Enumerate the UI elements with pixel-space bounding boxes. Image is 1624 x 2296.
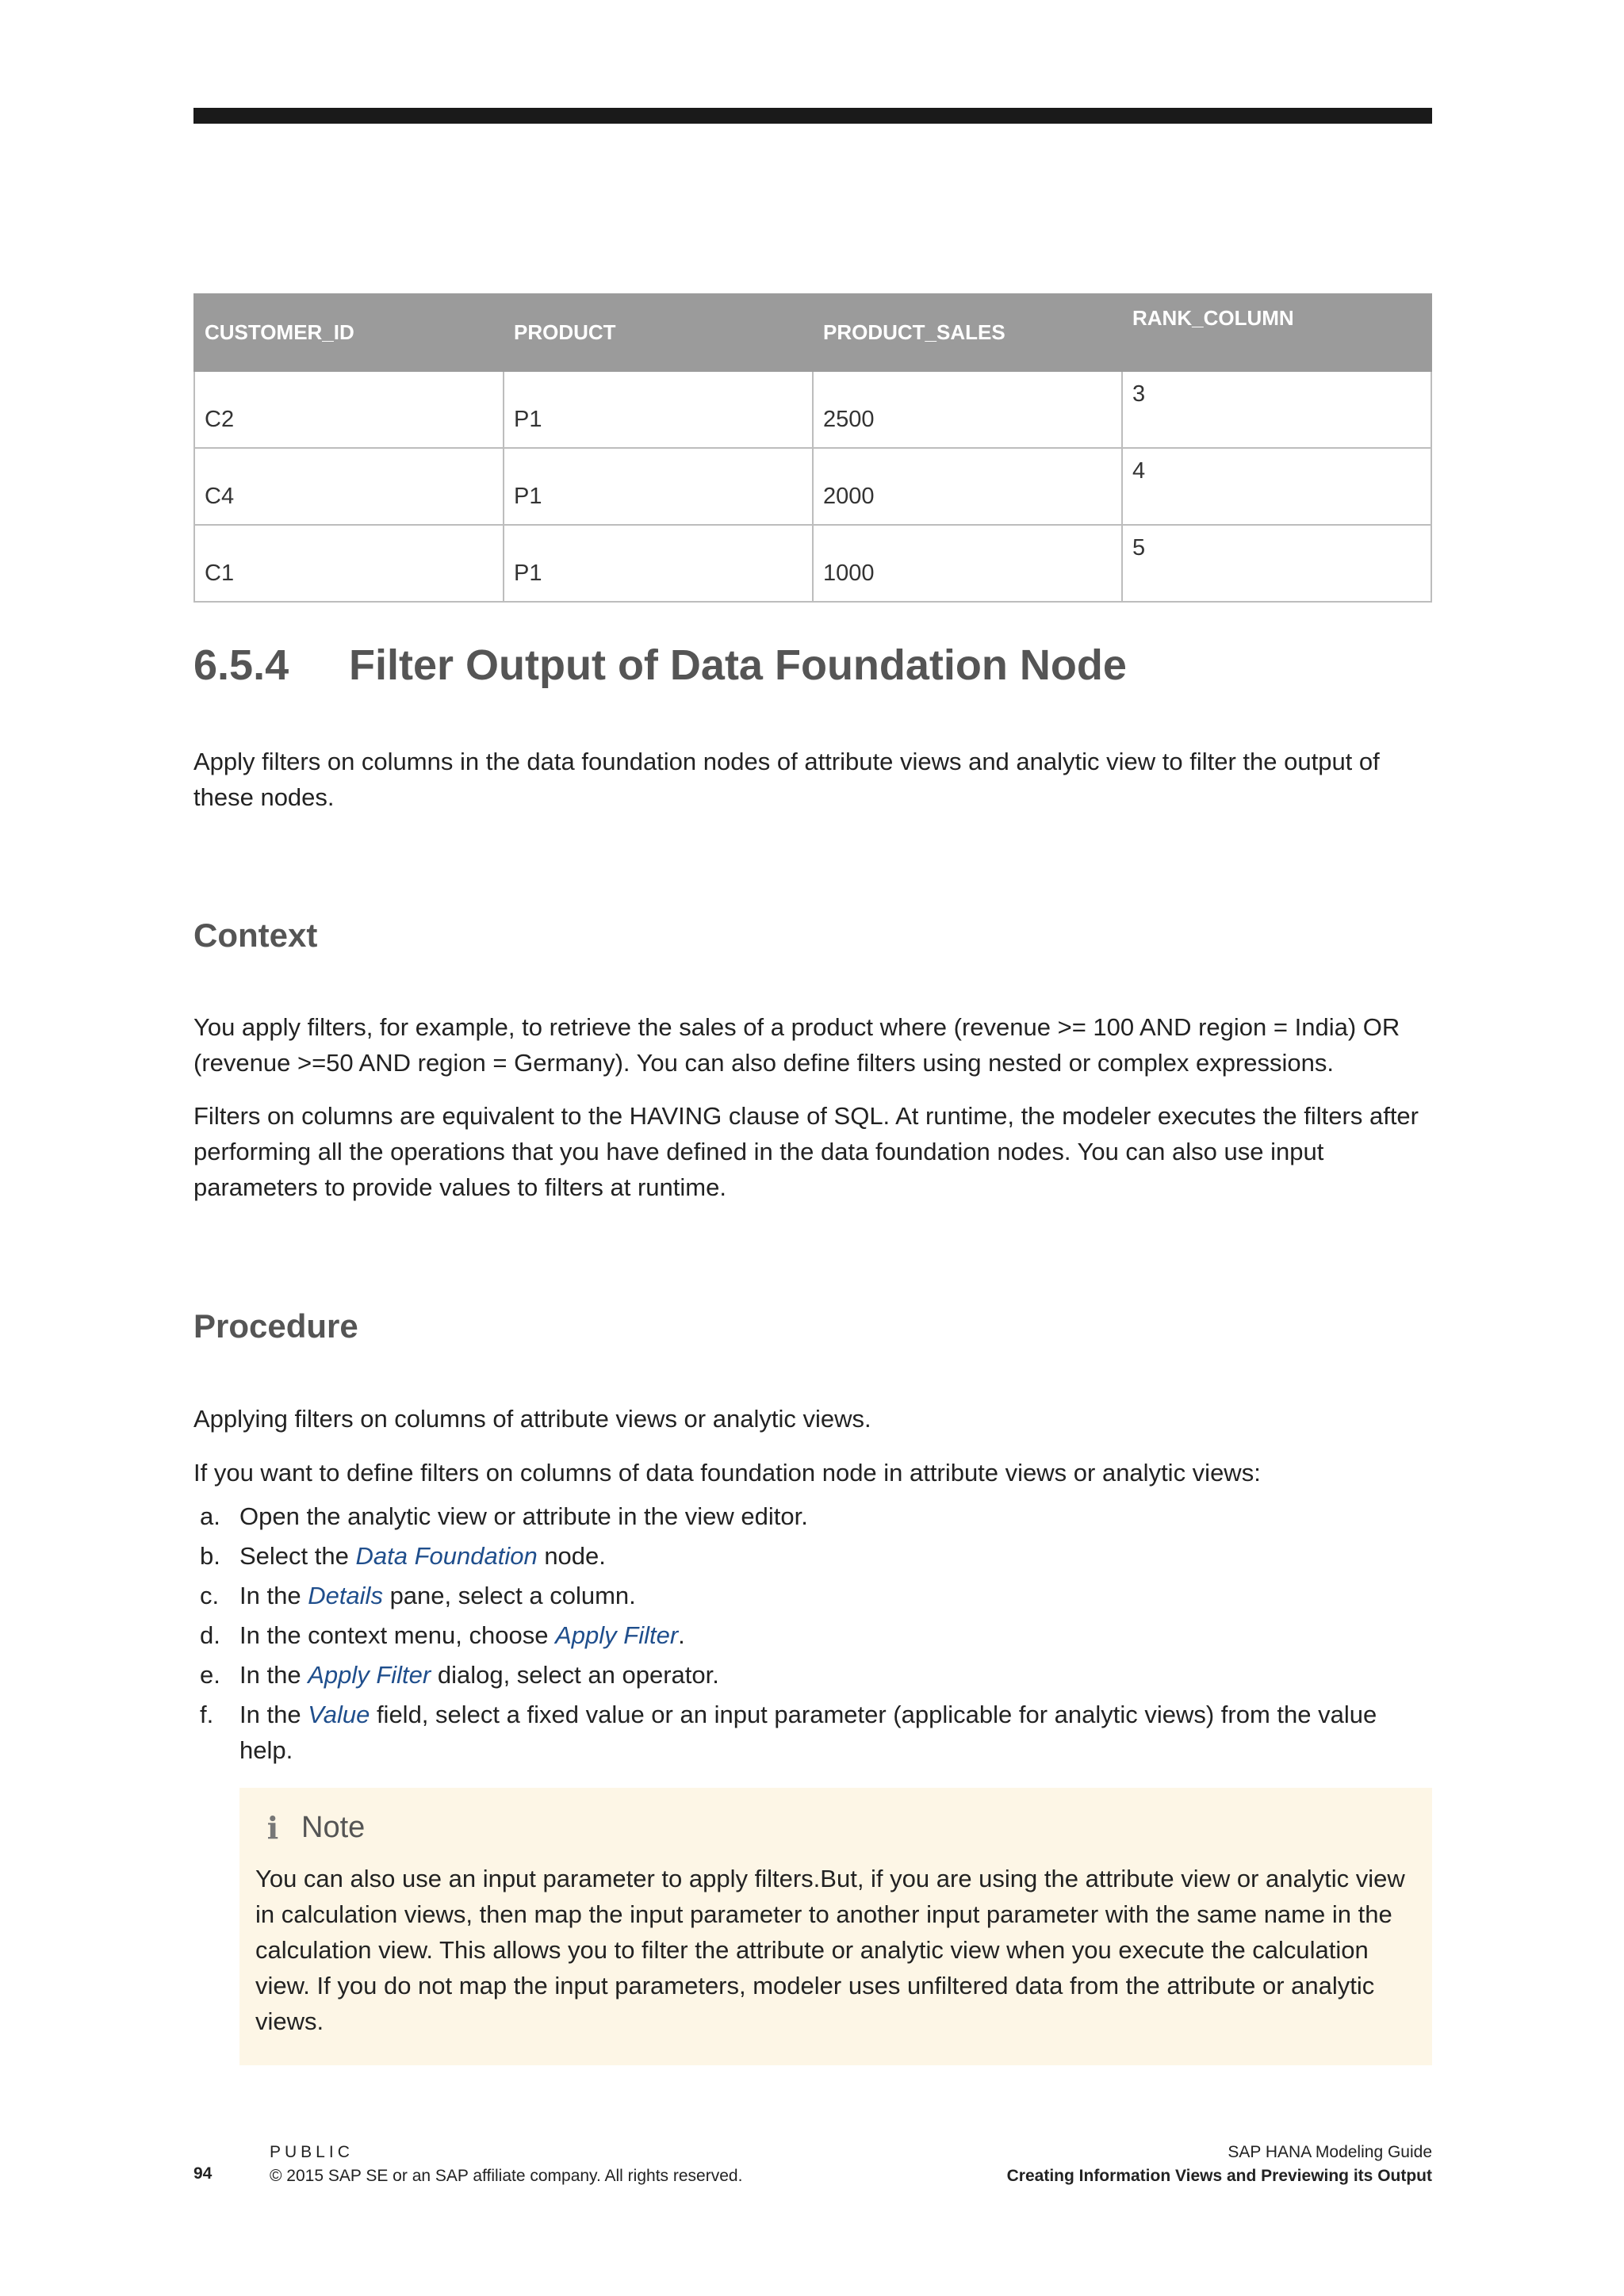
procedure-steps bbox=[193, 1498, 1432, 1772]
context-heading: Context bbox=[193, 916, 318, 954]
ui-term-data-foundation: Data Foundation bbox=[355, 1542, 538, 1570]
step-text: In the bbox=[239, 1661, 308, 1689]
step-text: In the context menu, choose bbox=[239, 1621, 556, 1649]
note-title: Note bbox=[301, 1810, 366, 1844]
table-row bbox=[194, 525, 1431, 602]
step-text: field, select a fixed value or an input parameter (applicable for analytic views) from the value help. bbox=[239, 1701, 1377, 1764]
classification-label: PUBLIC bbox=[270, 2143, 354, 2161]
procedure-paragraph-2: If you want to define filters on columns of data foundation node in attribute views or analytic views: bbox=[193, 1459, 1261, 1487]
table-cell: C2 bbox=[194, 371, 504, 448]
column-header-rank-column: RANK_COLUMN bbox=[1122, 294, 1431, 371]
footer-left bbox=[270, 2141, 742, 2188]
column-header-product: PRODUCT bbox=[504, 294, 813, 371]
step-text: node. bbox=[537, 1542, 606, 1570]
section-title bbox=[193, 641, 1127, 690]
table-header-row bbox=[194, 294, 1431, 371]
section-intro: Apply filters on columns in the data foundation nodes of attribute views and analytic view to filter the output of these nodes. bbox=[193, 748, 1380, 811]
ui-term-details: Details bbox=[308, 1582, 383, 1609]
section-number: 6.5.4 bbox=[193, 641, 289, 689]
table-row bbox=[194, 371, 1431, 448]
guide-title: SAP HANA Modeling Guide bbox=[1228, 2143, 1432, 2161]
table-cell: C4 bbox=[194, 448, 504, 525]
step-text: In the bbox=[239, 1582, 308, 1609]
ui-term-value: Value bbox=[308, 1701, 370, 1728]
header-rule bbox=[193, 108, 1432, 124]
note-header bbox=[255, 1805, 1416, 1850]
table-cell: 3 bbox=[1122, 371, 1431, 448]
step-marker: f. bbox=[200, 1701, 214, 1728]
step-marker: a. bbox=[200, 1502, 220, 1530]
list-item bbox=[193, 1657, 1432, 1693]
info-icon: i bbox=[266, 1809, 279, 1846]
table-cell: 1000 bbox=[813, 525, 1122, 602]
copyright-text: © 2015 SAP SE or an SAP affiliate company. All rights reserved. bbox=[270, 2167, 743, 2185]
step-marker: e. bbox=[200, 1661, 220, 1689]
list-item bbox=[193, 1617, 1432, 1653]
note-text: You can also use an input parameter to apply filters.But, if you are using the attribute view or analytic view in calculation views, then map the input parameter to another input parameter with the same name in the calculation view. This allows you to filter the attribute or analytic view when you execute the calculation view. If you do not map the input parameters, modeler uses unfiltered data from the attribute or analytic views. bbox=[255, 1865, 1405, 2035]
list-item bbox=[193, 1697, 1432, 1768]
footer-right bbox=[1007, 2141, 1432, 2188]
table-row bbox=[194, 448, 1431, 525]
step-text: Select the bbox=[239, 1542, 356, 1570]
page-number: 94 bbox=[193, 2164, 213, 2183]
list-item bbox=[193, 1498, 1432, 1534]
step-marker: b. bbox=[200, 1542, 220, 1570]
list-item bbox=[193, 1538, 1432, 1574]
step-text: In the bbox=[239, 1701, 308, 1728]
table-cell: C1 bbox=[194, 525, 504, 602]
table-cell: 4 bbox=[1122, 448, 1431, 525]
table-cell: P1 bbox=[504, 371, 813, 448]
step-text: pane, select a column. bbox=[382, 1582, 636, 1609]
section-title-text: Filter Output of Data Foundation Node bbox=[349, 641, 1127, 689]
list-item bbox=[193, 1578, 1432, 1613]
column-header-product-sales: PRODUCT_SALES bbox=[813, 294, 1122, 371]
procedure-paragraph-1: Applying filters on columns of attribute views or analytic views. bbox=[193, 1405, 871, 1433]
table-cell: 2000 bbox=[813, 448, 1122, 525]
ui-term-apply-filter: Apply Filter bbox=[308, 1661, 431, 1689]
step-marker: c. bbox=[200, 1582, 220, 1609]
table-cell: P1 bbox=[504, 448, 813, 525]
context-paragraph-1: You apply filters, for example, to retrieve the sales of a product where (revenue >= 100 AND region = India) OR (revenue >=50 AND region = Germany). You can also define filters using nested or complex expressions. bbox=[193, 1013, 1400, 1077]
chapter-title: Creating Information Views and Previewing its Output bbox=[1006, 2167, 1432, 2185]
table-cell: 2500 bbox=[813, 371, 1122, 448]
step-text: Open the analytic view or attribute in the view editor. bbox=[239, 1502, 808, 1530]
column-header-customer-id: CUSTOMER_ID bbox=[194, 294, 504, 371]
table-cell: P1 bbox=[504, 525, 813, 602]
step-text: dialog, select an operator. bbox=[431, 1661, 719, 1689]
context-paragraph-2: Filters on columns are equivalent to the HAVING clause of SQL. At runtime, the modeler executes the filters after performing all the operations that you have defined in the data foundation nodes. You can also use input parameters to provide values to filters at runtime. bbox=[193, 1102, 1419, 1201]
table-cell: 5 bbox=[1122, 525, 1431, 602]
procedure-heading: Procedure bbox=[193, 1307, 358, 1345]
step-text: . bbox=[678, 1621, 685, 1649]
ranking-table bbox=[193, 293, 1432, 603]
note-box bbox=[239, 1788, 1432, 2065]
step-marker: d. bbox=[200, 1621, 220, 1649]
ui-term-apply-filter: Apply Filter bbox=[555, 1621, 679, 1649]
